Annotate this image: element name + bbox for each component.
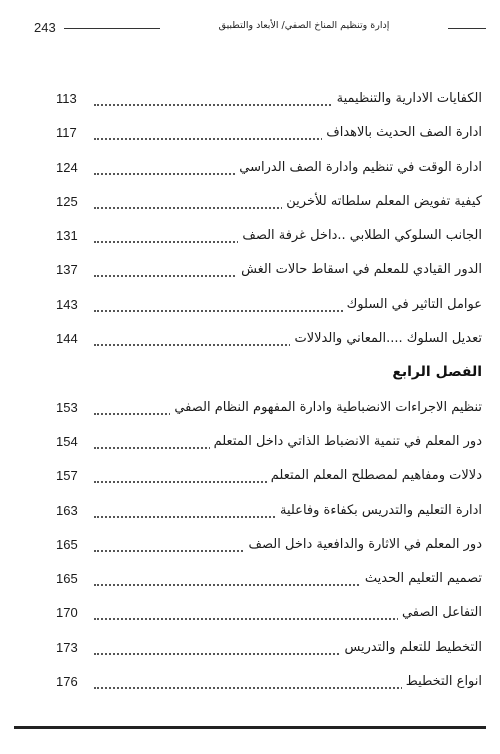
toc-entry-page: 144 bbox=[56, 331, 78, 347]
toc-entry bbox=[56, 85, 482, 119]
toc-entry-page: 124 bbox=[56, 159, 78, 175]
toc-entry bbox=[56, 256, 482, 290]
toc-entry-title: الكفايات الادارية والتنظيمية bbox=[333, 91, 482, 106]
toc-entry-page: 125 bbox=[56, 193, 78, 209]
toc-entry-title: التخطيط للتعلم والتدريس bbox=[340, 640, 482, 655]
header-rule-right bbox=[448, 28, 486, 29]
toc-entry-title: ادارة التعليم والتدريس بكفاءة وفاعلية bbox=[276, 503, 482, 518]
chapter-row bbox=[56, 359, 482, 393]
toc-entry bbox=[56, 531, 482, 565]
toc-entries-part2 bbox=[56, 394, 482, 703]
toc-entry-title: دلالات ومفاهيم لمصطلح المعلم المتعلم bbox=[267, 468, 482, 483]
toc-entry-title: ادارة الوقت في تنظيم وادارة الصف الدراسي bbox=[235, 160, 482, 175]
toc-entry bbox=[56, 497, 482, 531]
toc-entry bbox=[56, 119, 482, 153]
toc-entry-title: الجانب السلوكي الطلابي ..داخل غرفة الصف bbox=[238, 228, 482, 243]
toc-entry-page: 165 bbox=[56, 536, 78, 552]
toc-entry-title: انواع التخطيط bbox=[402, 674, 482, 689]
toc-entries-part1 bbox=[56, 85, 482, 359]
toc-entry-title: تنظيم الاجراءات الانضباطية وادارة المفهوم النظام الصفي bbox=[170, 400, 482, 415]
toc-entry-page: 131 bbox=[56, 228, 78, 244]
toc-entry-page: 154 bbox=[56, 433, 78, 449]
toc-entry-page: 113 bbox=[56, 91, 77, 106]
toc-entry-title: تصميم التعليم الحديث bbox=[361, 571, 482, 586]
toc-entry-title: تعديل السلوك ....المعاني والدلالات bbox=[290, 331, 482, 346]
toc-entry bbox=[56, 154, 482, 188]
chapter-heading: الفصل الرابع bbox=[392, 364, 482, 381]
toc-entry bbox=[56, 668, 482, 702]
footer-rule bbox=[14, 726, 486, 729]
toc-entry bbox=[56, 188, 482, 222]
toc-entry-title: دور المعلم في تنمية الانضباط الذاتي داخل المتعلم bbox=[210, 434, 482, 449]
toc-entry-title: التفاعل الصفي bbox=[398, 605, 482, 620]
toc-entry bbox=[56, 428, 482, 462]
running-title: إدارة وتنظيم المناخ الصفي/ الأبعاد والتطبيق bbox=[218, 20, 390, 31]
toc-entry bbox=[56, 222, 482, 256]
toc-entry bbox=[56, 325, 482, 359]
toc-entry-page: 157 bbox=[56, 468, 78, 484]
toc-entry bbox=[56, 462, 482, 496]
toc-entry-title: دور المعلم في الاثارة والدافعية داخل الصف bbox=[245, 537, 482, 552]
toc-entry-title: الدور القيادي للمعلم في اسقاط حالات الغش bbox=[237, 262, 482, 277]
toc-entry-title: كيفية تفويض المعلم سلطاته للأخرين bbox=[282, 194, 482, 209]
toc-entry-title: عوامل التاثير في السلوك bbox=[343, 297, 482, 312]
toc-entry bbox=[56, 634, 482, 668]
toc-entry-title: ادارة الصف الحديث بالاهداف bbox=[322, 125, 482, 140]
running-header bbox=[34, 18, 486, 38]
toc-entry-page: 173 bbox=[56, 639, 78, 655]
toc-entry-page: 176 bbox=[56, 674, 78, 690]
header-rule-left bbox=[64, 28, 160, 29]
toc-entry-page: 163 bbox=[56, 502, 78, 518]
toc-entry bbox=[56, 291, 482, 325]
toc-entry-page: 170 bbox=[56, 605, 78, 621]
toc-entry-page: 153 bbox=[56, 399, 78, 415]
toc-entry bbox=[56, 394, 482, 428]
toc-entry-page: 143 bbox=[56, 296, 78, 312]
toc-entry-page: 117 bbox=[56, 125, 77, 141]
toc-entry bbox=[56, 599, 482, 633]
table-of-contents bbox=[56, 85, 482, 702]
page-number: 243 bbox=[34, 20, 56, 35]
toc-entry bbox=[56, 565, 482, 599]
toc-entry-page: 137 bbox=[56, 262, 78, 278]
toc-entry-page: 165 bbox=[56, 571, 78, 587]
